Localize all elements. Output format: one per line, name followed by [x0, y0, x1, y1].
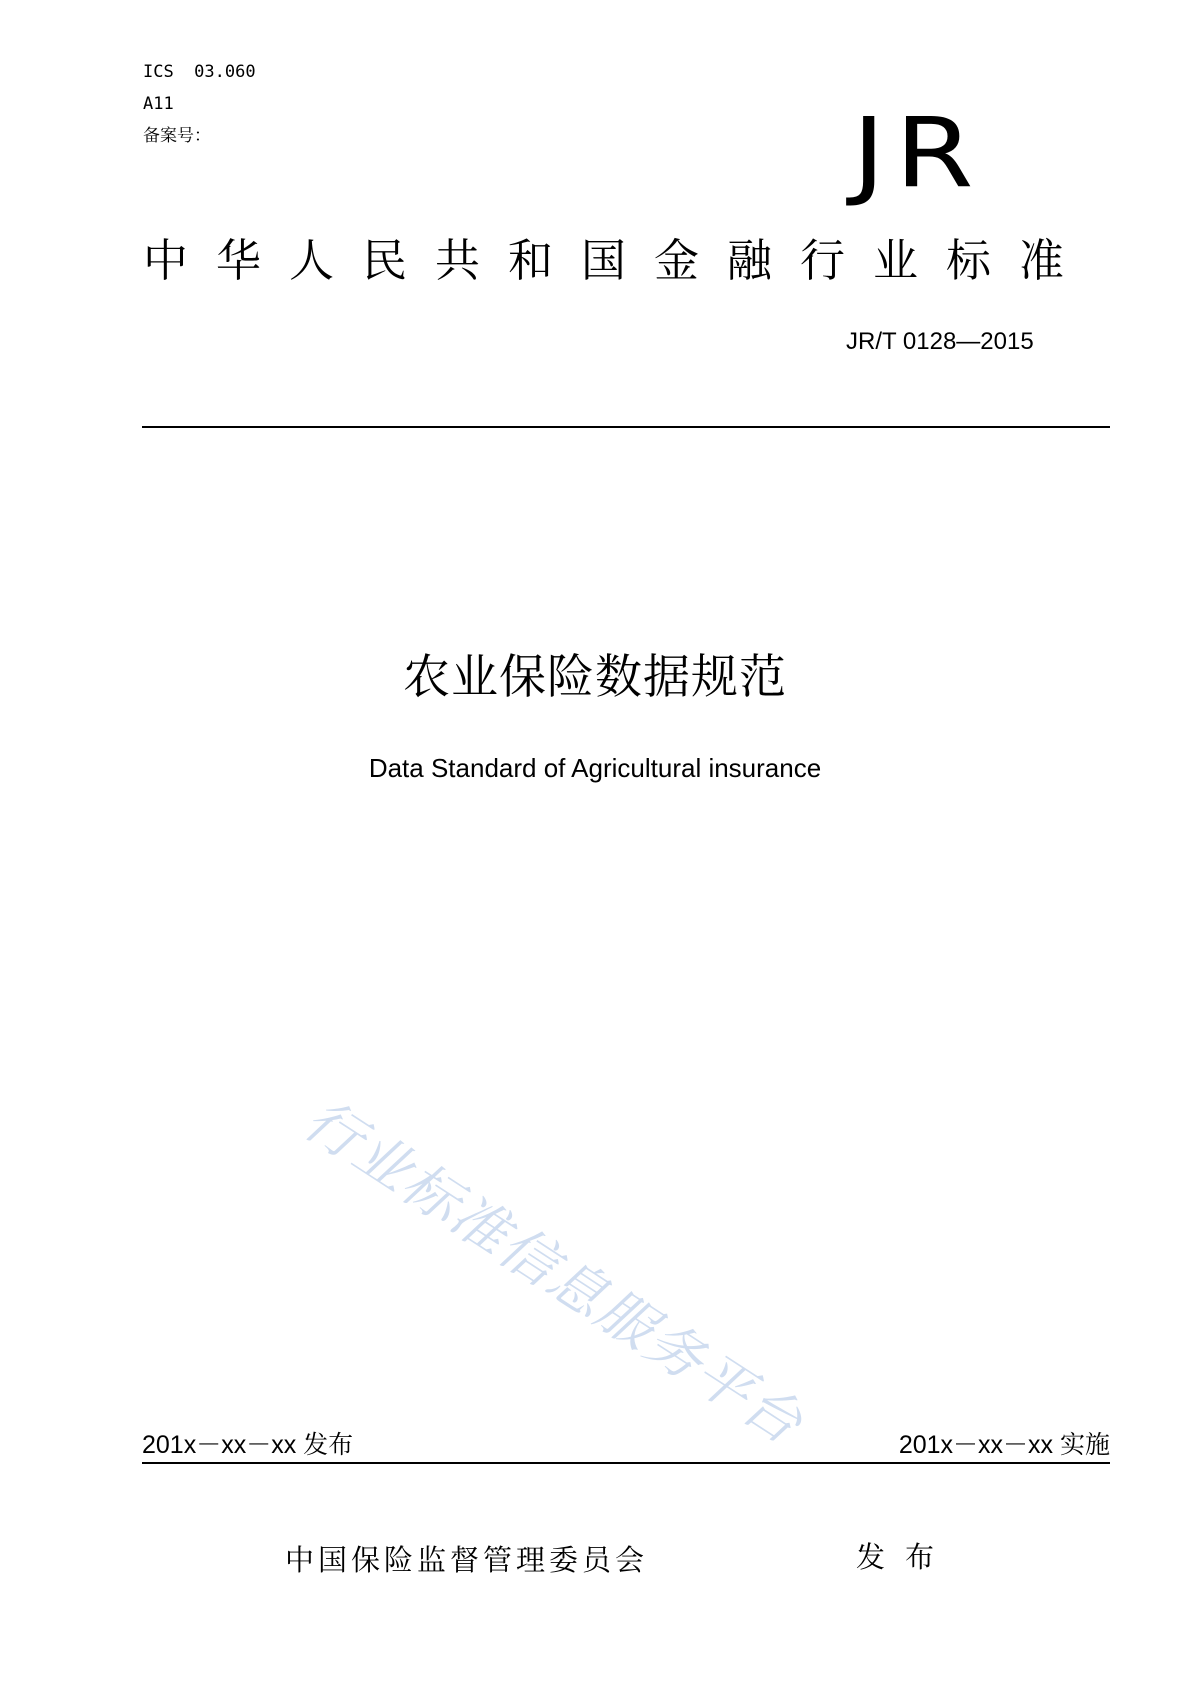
filing-number-label: 备案号：: [143, 126, 211, 146]
bottom-divider: [142, 1462, 1110, 1464]
standard-number: JR/T 0128—2015: [846, 328, 1034, 355]
publish-action: 发布: [856, 1540, 955, 1574]
ics-code: ICS 03.060: [143, 62, 256, 82]
watermark: 行业标准信息服务平台: [292, 1087, 815, 1458]
document-title-english: Data Standard of Agricultural insurance: [368, 753, 822, 783]
jr-logo: JR: [852, 97, 983, 209]
publish-date: 201x－xx－xx 发布: [142, 1431, 354, 1459]
implement-date: 201x－xx－xx 实施: [898, 1431, 1110, 1459]
document-title-chinese: 农业保险数据规范: [403, 650, 787, 705]
standard-category-title: 中华人民共和国金融行业标准: [143, 234, 1093, 287]
publisher-name: 中国保险监督管理委员会: [285, 1543, 649, 1577]
top-divider: [142, 426, 1110, 428]
classification-code: A11: [143, 94, 174, 114]
